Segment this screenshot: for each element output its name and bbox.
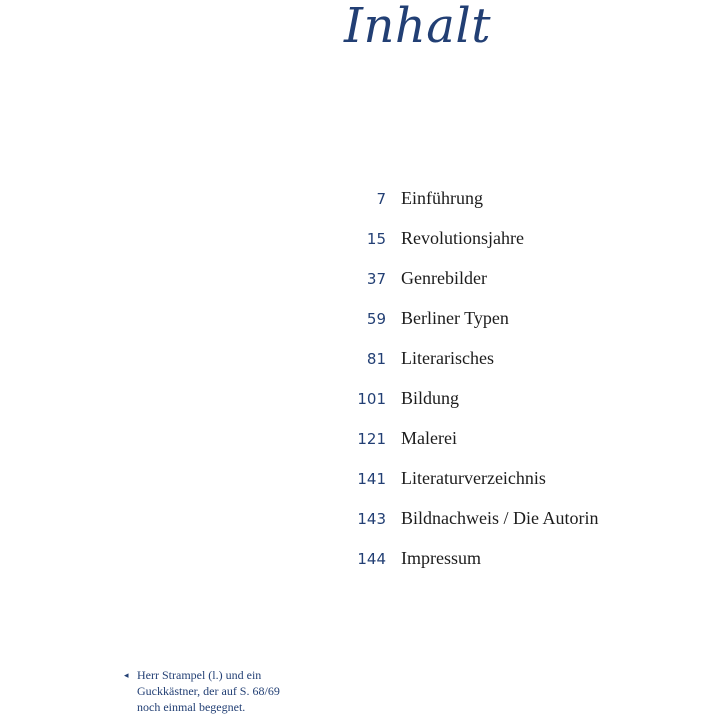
caption-line: Herr Strampel (l.) und ein bbox=[137, 668, 262, 682]
toc-page-number: 15 bbox=[366, 230, 386, 248]
toc-chapter-title: Literaturverzeichnis bbox=[401, 468, 546, 488]
toc-entry bbox=[340, 348, 680, 388]
toc-chapter-title: Literarisches bbox=[401, 348, 494, 368]
toc-chapter-title: Revolutionsjahre bbox=[401, 228, 524, 248]
toc-entry bbox=[340, 468, 680, 508]
toc-page-number: 37 bbox=[366, 270, 386, 288]
toc-entry bbox=[340, 188, 680, 228]
toc-page-number: 144 bbox=[357, 550, 386, 568]
caption-line: Guckkästner, der auf S. 68/69 bbox=[137, 684, 280, 698]
caption-line: noch einmal begegnet. bbox=[137, 700, 246, 714]
toc-page-number: 101 bbox=[357, 390, 386, 408]
toc-entry bbox=[340, 268, 680, 308]
toc-entry bbox=[340, 548, 680, 588]
toc-chapter-title: Berliner Typen bbox=[401, 308, 509, 328]
toc-chapter-title: Genrebilder bbox=[401, 268, 487, 288]
toc-entry bbox=[340, 228, 680, 268]
toc-chapter-title: Bildung bbox=[401, 388, 460, 408]
toc-page-number: 7 bbox=[376, 190, 386, 208]
left-arrow-icon: ◂ bbox=[124, 670, 129, 680]
toc-chapter-title: Malerei bbox=[401, 428, 457, 448]
page-title: Inhalt bbox=[344, 0, 492, 54]
toc-page-number: 141 bbox=[357, 470, 386, 488]
image-caption bbox=[124, 667, 324, 715]
toc-entry bbox=[340, 428, 680, 468]
toc-entry bbox=[340, 508, 680, 548]
table-of-contents bbox=[340, 188, 680, 588]
toc-chapter-title: Impressum bbox=[401, 548, 481, 568]
toc-page-number: 59 bbox=[366, 310, 386, 328]
toc-page-number: 81 bbox=[366, 350, 386, 368]
toc-page-number: 121 bbox=[357, 430, 386, 448]
toc-page-number: 143 bbox=[357, 510, 386, 528]
toc-entry bbox=[340, 308, 680, 348]
toc-chapter-title: Einführung bbox=[401, 188, 483, 208]
toc-chapter-title: Bildnachweis / Die Autorin bbox=[401, 508, 599, 528]
toc-entry bbox=[340, 388, 680, 428]
